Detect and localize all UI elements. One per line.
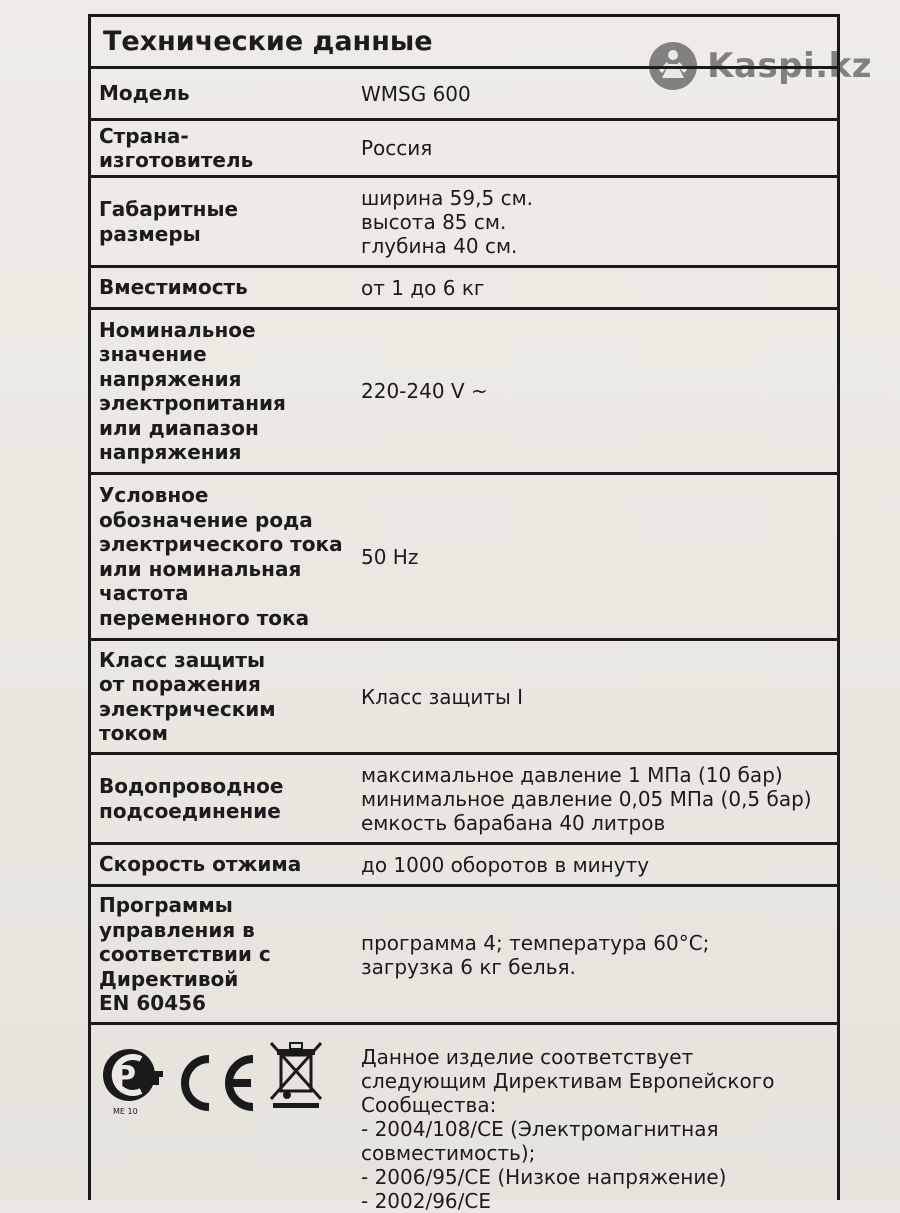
table-row — [91, 845, 837, 887]
row-label: Номинальное значение напряжения электропитания или диапазон напряжения — [99, 317, 286, 464]
row-label: Условное обозначение рода электрического тока или номинальная частота переменного тока — [99, 483, 343, 630]
row-value: WMSG 600 — [361, 81, 471, 106]
table-row — [91, 178, 837, 268]
table-row — [91, 641, 837, 755]
row-label: Программы управления в соответствии с Директивой EN 60456 — [99, 893, 271, 1016]
rst-mark-icon — [101, 1045, 165, 1110]
row-label: Модель — [99, 81, 190, 106]
row-value: ширина 59,5 см. высота 85 см. глубина 40 см. — [361, 185, 534, 258]
svg-text:Р: Р — [114, 1060, 136, 1095]
table-row — [91, 310, 837, 475]
row-value: Россия — [361, 136, 433, 160]
row-label: Страна- изготовитель — [99, 123, 254, 172]
table-row — [91, 268, 837, 310]
row-value: до 1000 оборотов в минуту — [361, 852, 650, 877]
row-value: максимальное давление 1 МПа (10 бар) минимальное давление 0,05 МПа (0,5 бар) емкость барабана 40 литров — [361, 762, 812, 835]
row-value: 50 Hz — [361, 544, 419, 569]
table-title: Технические данные — [91, 17, 837, 69]
watermark-text: Kaspi.kz — [707, 46, 872, 86]
ce-mark-icon — [175, 1053, 257, 1118]
technical-data-table — [88, 14, 840, 1213]
table-row — [91, 475, 837, 641]
row-label: Водопроводное подсоединение — [99, 774, 284, 823]
table-row — [91, 121, 837, 178]
row-value: 220-240 V ~ — [361, 379, 488, 403]
certification-row — [91, 1025, 837, 1213]
row-value: программа 4; температура 60°С; загрузка 6 кг белья. — [361, 930, 710, 979]
row-label: Скорость отжима — [99, 852, 302, 877]
certification-marks — [91, 1025, 347, 1200]
row-label: Вместимость — [99, 275, 248, 300]
row-value: Класс защиты I — [361, 684, 524, 709]
weee-crossed-bin-icon — [267, 1037, 325, 1114]
table-row — [91, 887, 837, 1025]
table-row — [91, 755, 837, 845]
rst-code: МЕ 10 — [113, 1107, 138, 1116]
row-value: от 1 до 6 кг — [361, 275, 485, 300]
row-label: Габаритные размеры — [99, 197, 239, 246]
table-row — [91, 69, 837, 121]
row-label: Класс защиты от поражения электрическим током — [99, 647, 276, 745]
certification-text: Данное изделие соответствует следующим Директивам Европейского Сообщества: - 2004/108/СЕ (Электромагнитная совместимость); - 2006/95/СЕ (Низкое напряжение) - 2002/96/СЕ — [361, 1045, 775, 1213]
